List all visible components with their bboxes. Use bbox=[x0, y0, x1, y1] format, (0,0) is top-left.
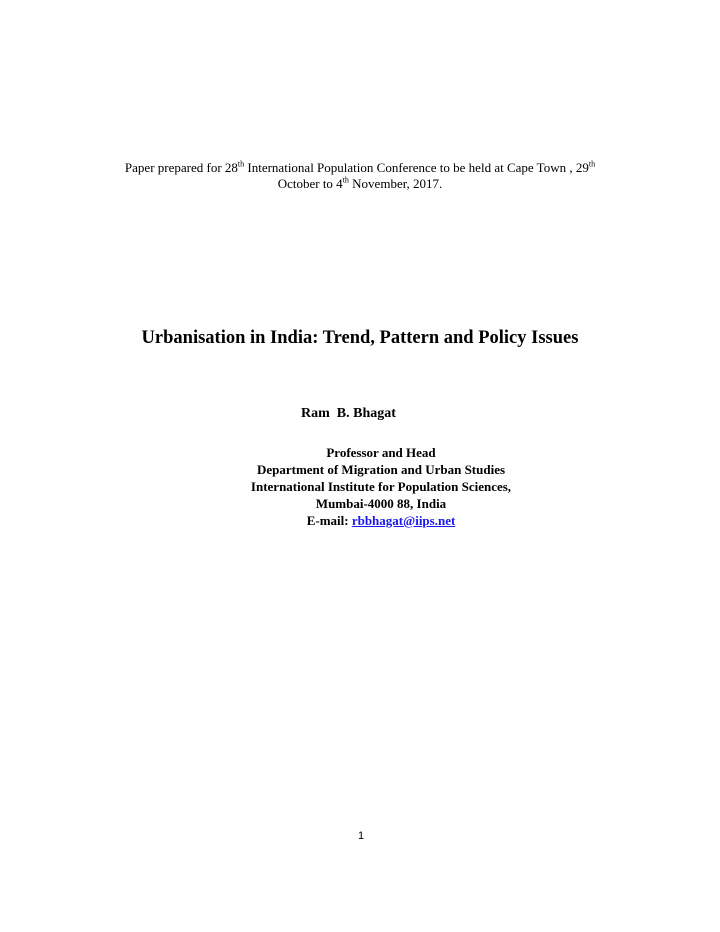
conference-note-line-2 bbox=[0, 176, 720, 192]
superscript: th bbox=[588, 159, 596, 169]
conference-note-line-1 bbox=[0, 160, 720, 176]
note-text: International Population Conference to be held at Cape Town , 29 bbox=[244, 160, 589, 175]
note-text: November, 2017. bbox=[348, 176, 443, 191]
conference-note bbox=[0, 160, 720, 192]
author-affiliation bbox=[0, 444, 720, 529]
paper-title: Urbanisation in India: Trend, Pattern and Policy Issues bbox=[141, 328, 579, 348]
superscript: th bbox=[342, 175, 349, 185]
author-name: Ram B. Bhagat bbox=[301, 406, 396, 421]
affiliation-address: Mumbai-4000 88, India bbox=[315, 496, 447, 511]
affiliation-position: Professor and Head bbox=[326, 445, 436, 460]
email-label: E-mail: bbox=[306, 513, 352, 528]
affiliation-department: Department of Migration and Urban Studies bbox=[256, 462, 506, 477]
note-text: October to 4 bbox=[277, 176, 343, 191]
affiliation-institute: International Institute for Population Sciences, bbox=[250, 479, 512, 494]
page-number: 1 bbox=[358, 830, 365, 842]
note-text: Paper prepared for 28 bbox=[124, 160, 238, 175]
superscript: th bbox=[237, 159, 245, 169]
email-link[interactable]: rbbhagat@iips.net bbox=[351, 513, 456, 528]
affiliation-email bbox=[0, 512, 720, 529]
